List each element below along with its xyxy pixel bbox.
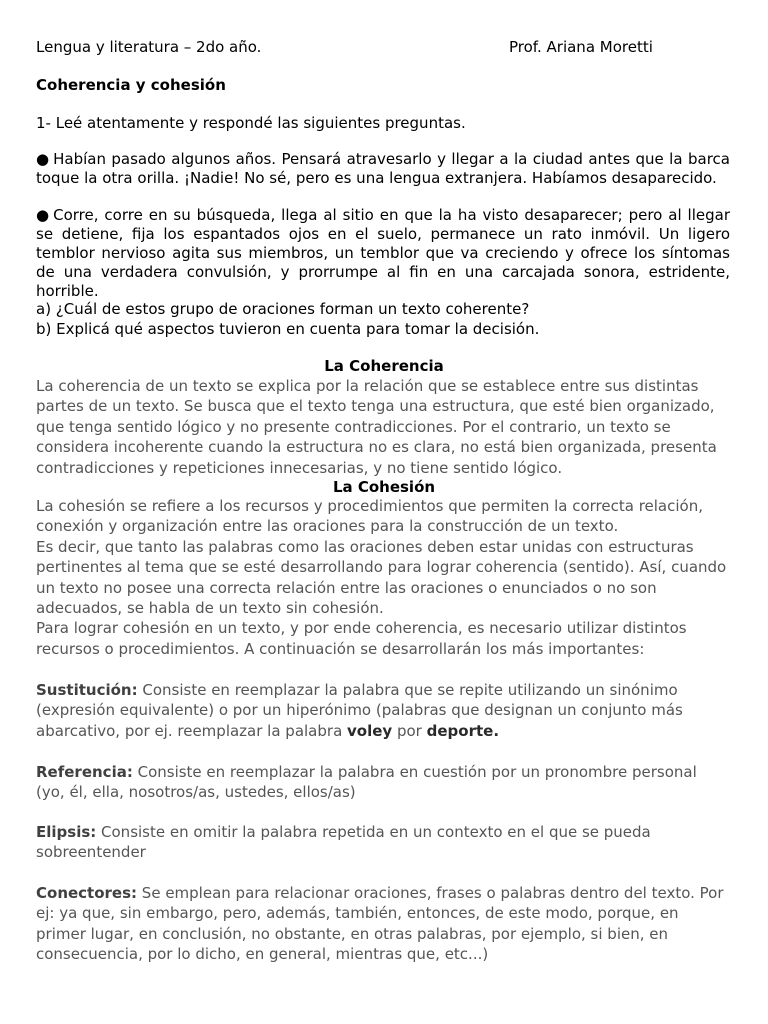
paragraph-line: partes de un texto. Se busca que el texto tenga una estructura, que esté bien organizado, xyxy=(36,397,715,416)
paragraph-line: Para lograr cohesión en un texto, y por ende coherencia, es necesario utilizar distintos xyxy=(36,619,687,638)
sustitucion-term: Sustitución: xyxy=(36,681,138,699)
coherencia-paragraph xyxy=(36,376,736,478)
referencia-term: Referencia: xyxy=(36,763,133,781)
paragraph-line: primer lugar, en conclusión, no obstante, en otras palabras, por ejemplo, si bien, en xyxy=(36,924,668,943)
paragraph-line: sobreentender xyxy=(36,843,146,862)
paragraph-line: Referencia: Consiste en reemplazar la palabra en cuestión por un pronombre personal xyxy=(36,763,697,781)
exercise-instruction: 1- Leé atentamente y respondé las siguientes preguntas. xyxy=(36,114,466,132)
sentence-group-2 xyxy=(36,206,730,301)
paragraph-line: un texto no posee una correcta relación entre las oraciones o enunciados o no son xyxy=(36,578,657,597)
group-1-line: toque la otra orilla. ¡Nadie! No sé, pero es una lengua extranjera. Habíamos desaparecido. xyxy=(36,169,717,187)
question-b: b) Explicá qué aspectos tuvieron en cuenta para tomar la decisión. xyxy=(36,320,540,338)
example-word-deporte: deporte. xyxy=(426,721,500,740)
coherencia-heading: La Coherencia xyxy=(324,357,444,375)
example-word-voley: voley xyxy=(347,721,393,740)
question-a: a) ¿Cuál de estos grupo de oraciones forman un texto coherente? xyxy=(36,300,530,318)
paragraph-line: Elipsis: Consiste en omitir la palabra repetida en un contexto en el que se pueda xyxy=(36,823,651,841)
group-2-line: ● Corre, corre en su búsqueda, llega al sitio en que la ha visto desaparecer; pero al llegar xyxy=(36,206,730,224)
paragraph-line: contradicciones y repeticiones innecesarias, y no tiene sentido lógico. xyxy=(36,458,563,477)
group-1-line: ● Habían pasado algunos años. Pensará atravesarlo y llegar a la ciudad antes que la barca xyxy=(36,150,730,168)
group-2-line: se detiene, fija los espantados ojos en el suelo, permanece un rato inmóvil. Un ligero xyxy=(36,225,730,243)
bullet-icon: ● xyxy=(36,150,50,168)
paragraph-line: considera incoherente cuando la estructura no es clara, no está bien organizada, presenta xyxy=(36,438,717,457)
referencia-definition xyxy=(36,762,736,803)
paragraph-line: consecuencia, por lo dicho, en general, mientras que, etc...) xyxy=(36,945,489,964)
cohesion-paragraph xyxy=(36,496,736,659)
course-label: Lengua y literatura – 2do año. xyxy=(36,38,262,56)
paragraph-line: pertinentes al tema que se esté desarrollando para lograr coherencia (sentido). Así, cuando xyxy=(36,558,727,577)
paragraph-line: (yo, él, ella, nosotros/as, ustedes, ellos/as) xyxy=(36,783,356,802)
group-2-line: de una verdadera convulsión, y prorrumpe al fin en una carcajada sonora, estridente, xyxy=(36,263,730,281)
conectores-term: Conectores: xyxy=(36,884,138,902)
paragraph-line: La cohesión se refiere a los recursos y procedimientos que permiten la correcta relación, xyxy=(36,497,703,515)
paragraph-line: La coherencia de un texto se explica por la relación que se establece entre sus distintas xyxy=(36,377,699,395)
group-2-line: horrible. xyxy=(36,282,99,300)
cohesion-heading: La Cohesión xyxy=(332,478,436,496)
bullet-icon: ● xyxy=(36,206,50,224)
document-header xyxy=(36,37,736,57)
group-2-line: temblor nervioso agita sus miembros, un temblor que va creciendo y ofrece los síntomas xyxy=(36,244,730,262)
conectores-definition xyxy=(36,883,736,965)
sustitucion-definition xyxy=(36,680,736,741)
paragraph-line: (expresión equivalente) o por un hiperónimo (palabras que designan un conjunto más xyxy=(36,701,683,720)
paragraph-line: recursos o procedimientos. A continuación se desarrollarán los más importantes: xyxy=(36,639,645,658)
paragraph-line: que tenga sentido lógico y no presente contradicciones. Por el contrario, un texto se xyxy=(36,417,671,436)
paragraph-line: adecuados, se habla de un texto sin cohesión. xyxy=(36,599,384,618)
paragraph-line: abarcativo, por ej. reemplazar la palabra voley por deporte. xyxy=(36,721,500,740)
teacher-name: Prof. Ariana Moretti xyxy=(509,38,653,56)
paragraph-line: Sustitución: Consiste en reemplazar la palabra que se repite utilizando un sinónimo xyxy=(36,681,678,699)
paragraph-line: ej: ya que, sin embargo, pero, además, también, entonces, de este modo, porque, en xyxy=(36,904,679,923)
paragraph-line: conexión y organización entre las oraciones para la construcción de un texto. xyxy=(36,517,619,536)
elipsis-definition xyxy=(36,822,736,863)
paragraph-line: Es decir, que tanto las palabras como las oraciones deben estar unidas con estructuras xyxy=(36,537,694,556)
sentence-group-1 xyxy=(36,150,730,188)
paragraph-line: Conectores: Se emplean para relacionar oraciones, frases o palabras dentro del texto. Por xyxy=(36,884,724,902)
elipsis-term: Elipsis: xyxy=(36,823,97,841)
document-title: Coherencia y cohesión xyxy=(36,76,226,94)
